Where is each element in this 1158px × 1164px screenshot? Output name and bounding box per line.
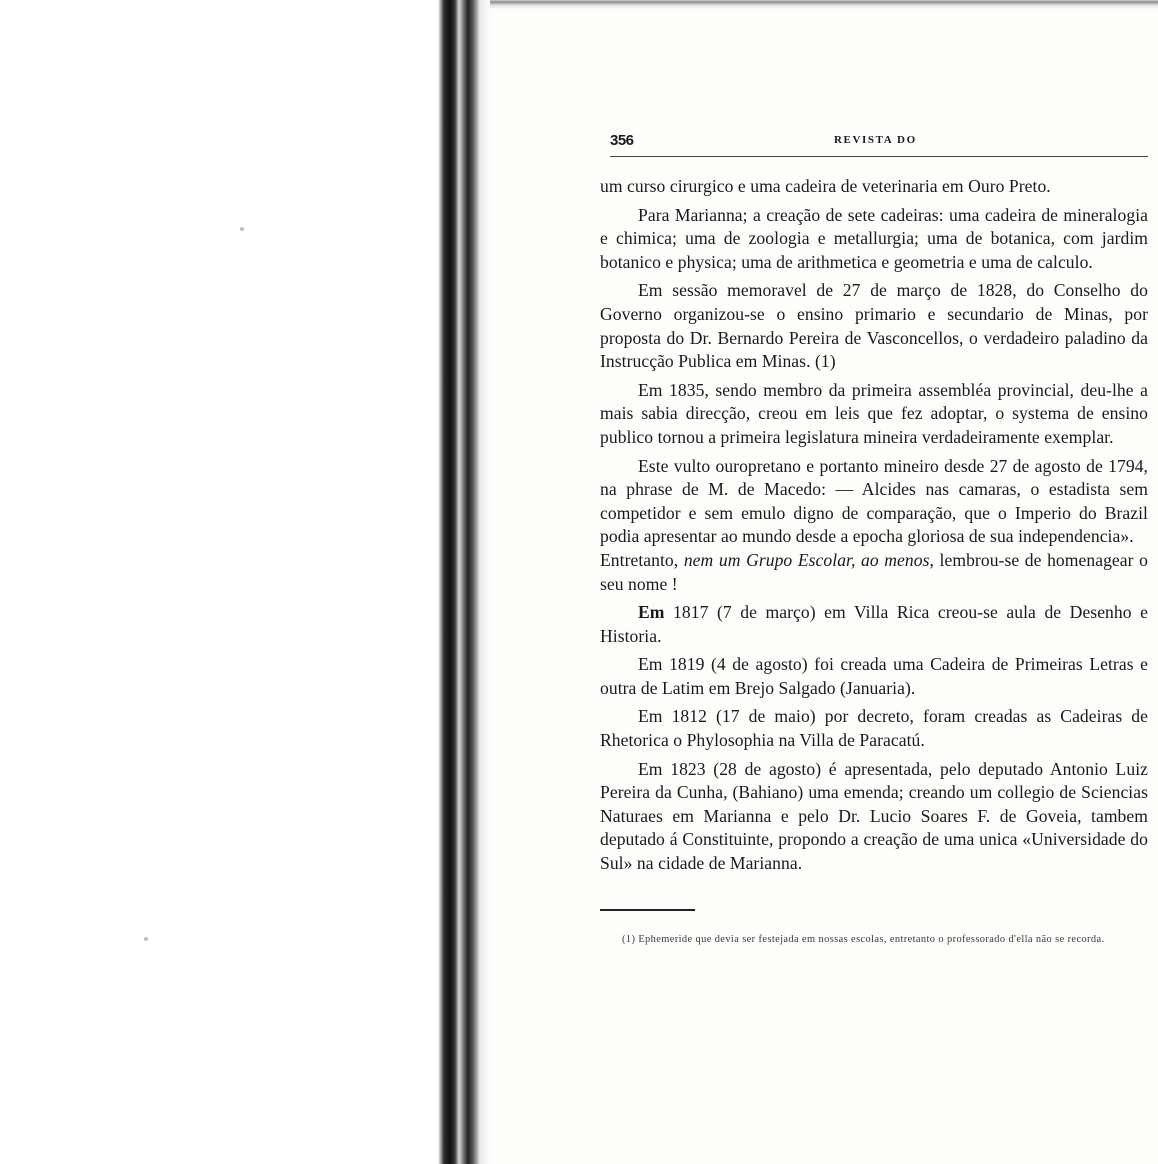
paragraph-9: Em 1812 (17 de maio) por decreto, foram creadas as Cadeiras de Rhetorica o Phylosophia na Villa de Paracatú. <box>600 706 1148 751</box>
footnote-rule <box>600 909 695 911</box>
paper-speck <box>240 227 244 231</box>
paragraph-8: Em 1819 (4 de agosto) foi creada uma Cadeira de Primeiras Letras e outra de Latim em Brejo Salgado (Januaria). <box>600 654 1148 698</box>
paragraph-7-text: 1817 (7 de março) em Villa Rica creou-se aula de Desenho e Historia. <box>600 602 1148 646</box>
paragraph-6-emphasis: nem um Grupo Escolar, ao menos <box>683 549 930 570</box>
running-title: REVISTA DO <box>834 134 917 146</box>
book-gutter <box>438 0 496 1164</box>
paragraph-7-lead: Em <box>638 602 665 623</box>
paragraph-7 <box>600 601 1148 648</box>
paragraph-10: Em 1823 (28 de agosto) é apresentada, pelo deputado Antonio Luiz Pereira da Cunha, (Bahiano) uma emenda; creando um collegio de Sciencias Naturaes em Marianna e pelo Dr. Lucio Soares F. de Goveia, tambem deputado á Constituinte, propondo a creação de uma unica «Universidade do Sul» na cidade de Marianna. <box>600 758 1148 874</box>
page-top-edge <box>490 0 1158 9</box>
footnote: (1) Ephemeride que devia ser festejada em nossas escolas, entretanto o professorado d'ella não se recorda. <box>622 933 1105 945</box>
printed-page <box>600 126 1148 946</box>
paragraph-2: Para Marianna; a creação de sete cadeiras: uma cadeira de mineralogia e chimica; uma de zoologia e metallurgia; uma de botanica, com jardim botanico e physica; uma de arithmetica e geometria e uma de calculo. <box>600 204 1148 272</box>
paragraph-6-end: , lembrou-se de homenagear o seu nome ! <box>600 549 1148 594</box>
paragraph-3: Em sessão memoravel de 27 de março de 1828, do Conselho do Governo organizou-se o ensino primario e secundario de Minas, por proposta do Dr. Bernardo Pereira de Vasconcellos, o verdadeiro paladino da Instrucção Publica em Minas. (1) <box>600 280 1148 372</box>
paragraph-1: um curso cirurgico e uma cadeira de veterinaria em Ouro Preto. <box>600 176 1051 196</box>
paragraph-4: Em 1835, sendo membro da primeira assembléa provincial, deu-lhe a mais sabia direcção, creou em leis que fez adoptar, o systema de ensino publico tornou a primeira legislatura mineira verdadeiramente exemplar. <box>600 379 1148 447</box>
paragraph-5: Este vulto ouropretano e portanto mineiro desde 27 de agosto de 1794, na phrase de M. de Macedo: — Alcides nas camaras, o estadista sem competidor e sem emulo digno de comparação, que o Imperio do Brazil podia apresentar ao mundo desde a epocha gloriosa de sua independencia». <box>600 455 1148 547</box>
paper-speck <box>144 937 148 941</box>
paragraph-6 <box>600 549 1148 596</box>
page-number: 356 <box>610 132 634 149</box>
blank-left-page <box>0 0 440 1164</box>
paragraph-6-start: Entretanto, <box>600 549 684 570</box>
page-header <box>610 126 1148 157</box>
